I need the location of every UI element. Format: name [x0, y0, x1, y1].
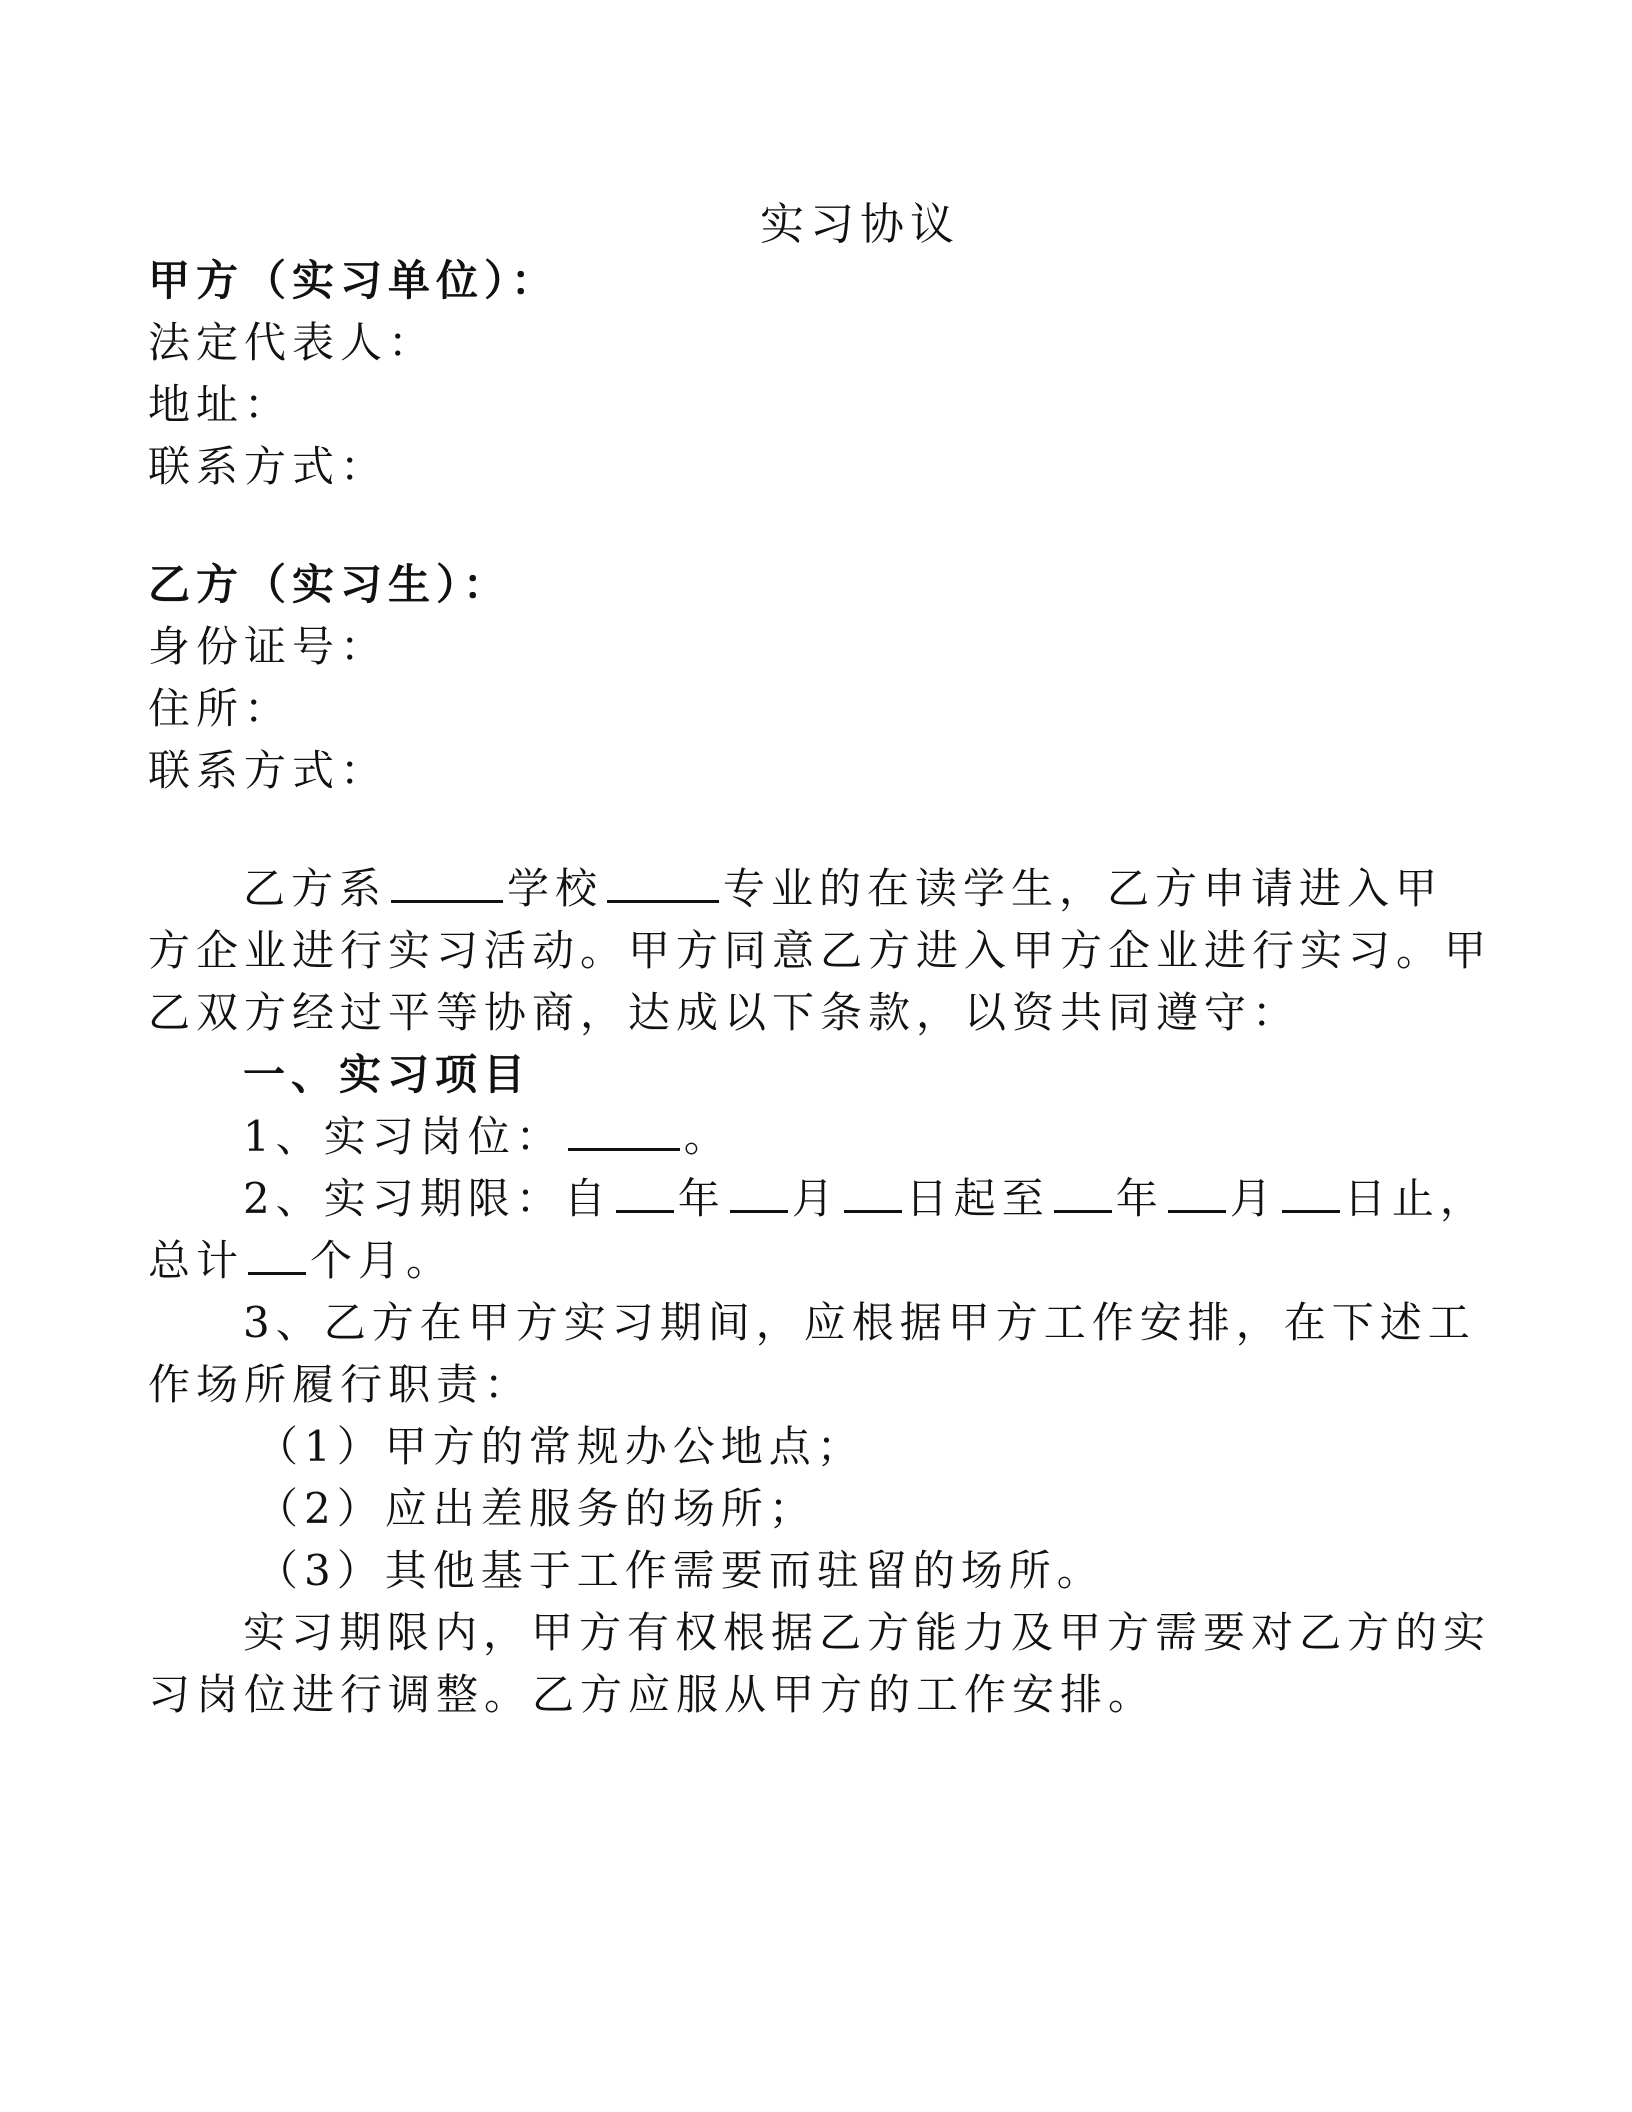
party-a-heading: 甲方（实习单位）： [148, 256, 560, 305]
start-day-blank [844, 1174, 902, 1213]
adjustment-line-2: 习岗位进行调整。乙方应服从甲方的工作安排。 [148, 1670, 1157, 1719]
item-1-label: 1、实习岗位： [243, 1112, 564, 1161]
intro-text-b: 学校 [507, 864, 604, 913]
intro-text-a: 乙方系 [243, 864, 388, 913]
item-2-line [148, 1168, 1488, 1230]
workplace-item-1: （1）甲方的常规办公地点； [256, 1422, 865, 1471]
end-day-unit: 日止， [1343, 1174, 1488, 1223]
agreement-body [148, 858, 1493, 1726]
school-blank [391, 864, 503, 903]
document-title: 实习协议 [760, 199, 960, 250]
position-blank [568, 1112, 680, 1151]
item-1-line [148, 1106, 1488, 1168]
party-b-heading: 乙方（实习生）： [148, 560, 512, 609]
section-1-heading: 一、实习项目 [243, 1050, 532, 1099]
intro-line-3: 乙双方经过平等协商，达成以下条款，以资共同遵守： [148, 988, 1301, 1037]
end-day-blank [1282, 1174, 1340, 1213]
item-3-line-2: 作场所履行职责： [148, 1360, 533, 1409]
party-b-residence-label: 住所： [148, 684, 293, 733]
intro-line-1 [148, 858, 1488, 920]
start-month-blank [730, 1174, 788, 1213]
party-b-contact-label: 联系方式： [148, 746, 389, 795]
major-blank [607, 864, 719, 903]
workplace-item-2: （2）应出差服务的场所； [256, 1484, 817, 1533]
end-year-unit: 年 [1115, 1174, 1164, 1223]
adjustment-line-1: 实习期限内，甲方有权根据乙方能力及甲方需要对乙方的实 [243, 1608, 1492, 1657]
item-1-end: 。 [683, 1112, 732, 1161]
total-label: 总计 [148, 1236, 245, 1285]
end-year-blank [1054, 1174, 1112, 1213]
total-duration-line [148, 1230, 1488, 1292]
workplace-item-3: （3）其他基于工作需要而驻留的场所。 [256, 1546, 1105, 1595]
party-b-id-label: 身份证号： [148, 622, 389, 671]
party-a-section [148, 250, 1488, 498]
party-a-address-label: 地址： [148, 380, 293, 429]
start-year-blank [616, 1174, 674, 1213]
intro-text-c: 专业的在读学生，乙方申请进入甲 [723, 864, 1444, 913]
end-month-blank [1168, 1174, 1226, 1213]
start-year-unit: 年 [677, 1174, 726, 1223]
party-a-legal-rep-label: 法定代表人： [148, 318, 437, 367]
intro-line-2: 方企业进行实习活动。甲方同意乙方进入甲方企业进行实习。甲 [148, 926, 1493, 975]
end-month-unit: 月 [1229, 1174, 1278, 1223]
months-blank [248, 1236, 306, 1275]
party-a-contact-label: 联系方式： [148, 442, 389, 491]
item-2-label: 2、实习期限：自 [243, 1174, 612, 1223]
start-day-unit: 日起至 [905, 1174, 1050, 1223]
item-3-line-1: 3、乙方在甲方实习期间，应根据甲方工作安排，在下述工 [243, 1298, 1476, 1347]
party-b-section [148, 554, 1488, 802]
start-month-unit: 月 [791, 1174, 840, 1223]
total-unit: 个月。 [310, 1236, 455, 1285]
